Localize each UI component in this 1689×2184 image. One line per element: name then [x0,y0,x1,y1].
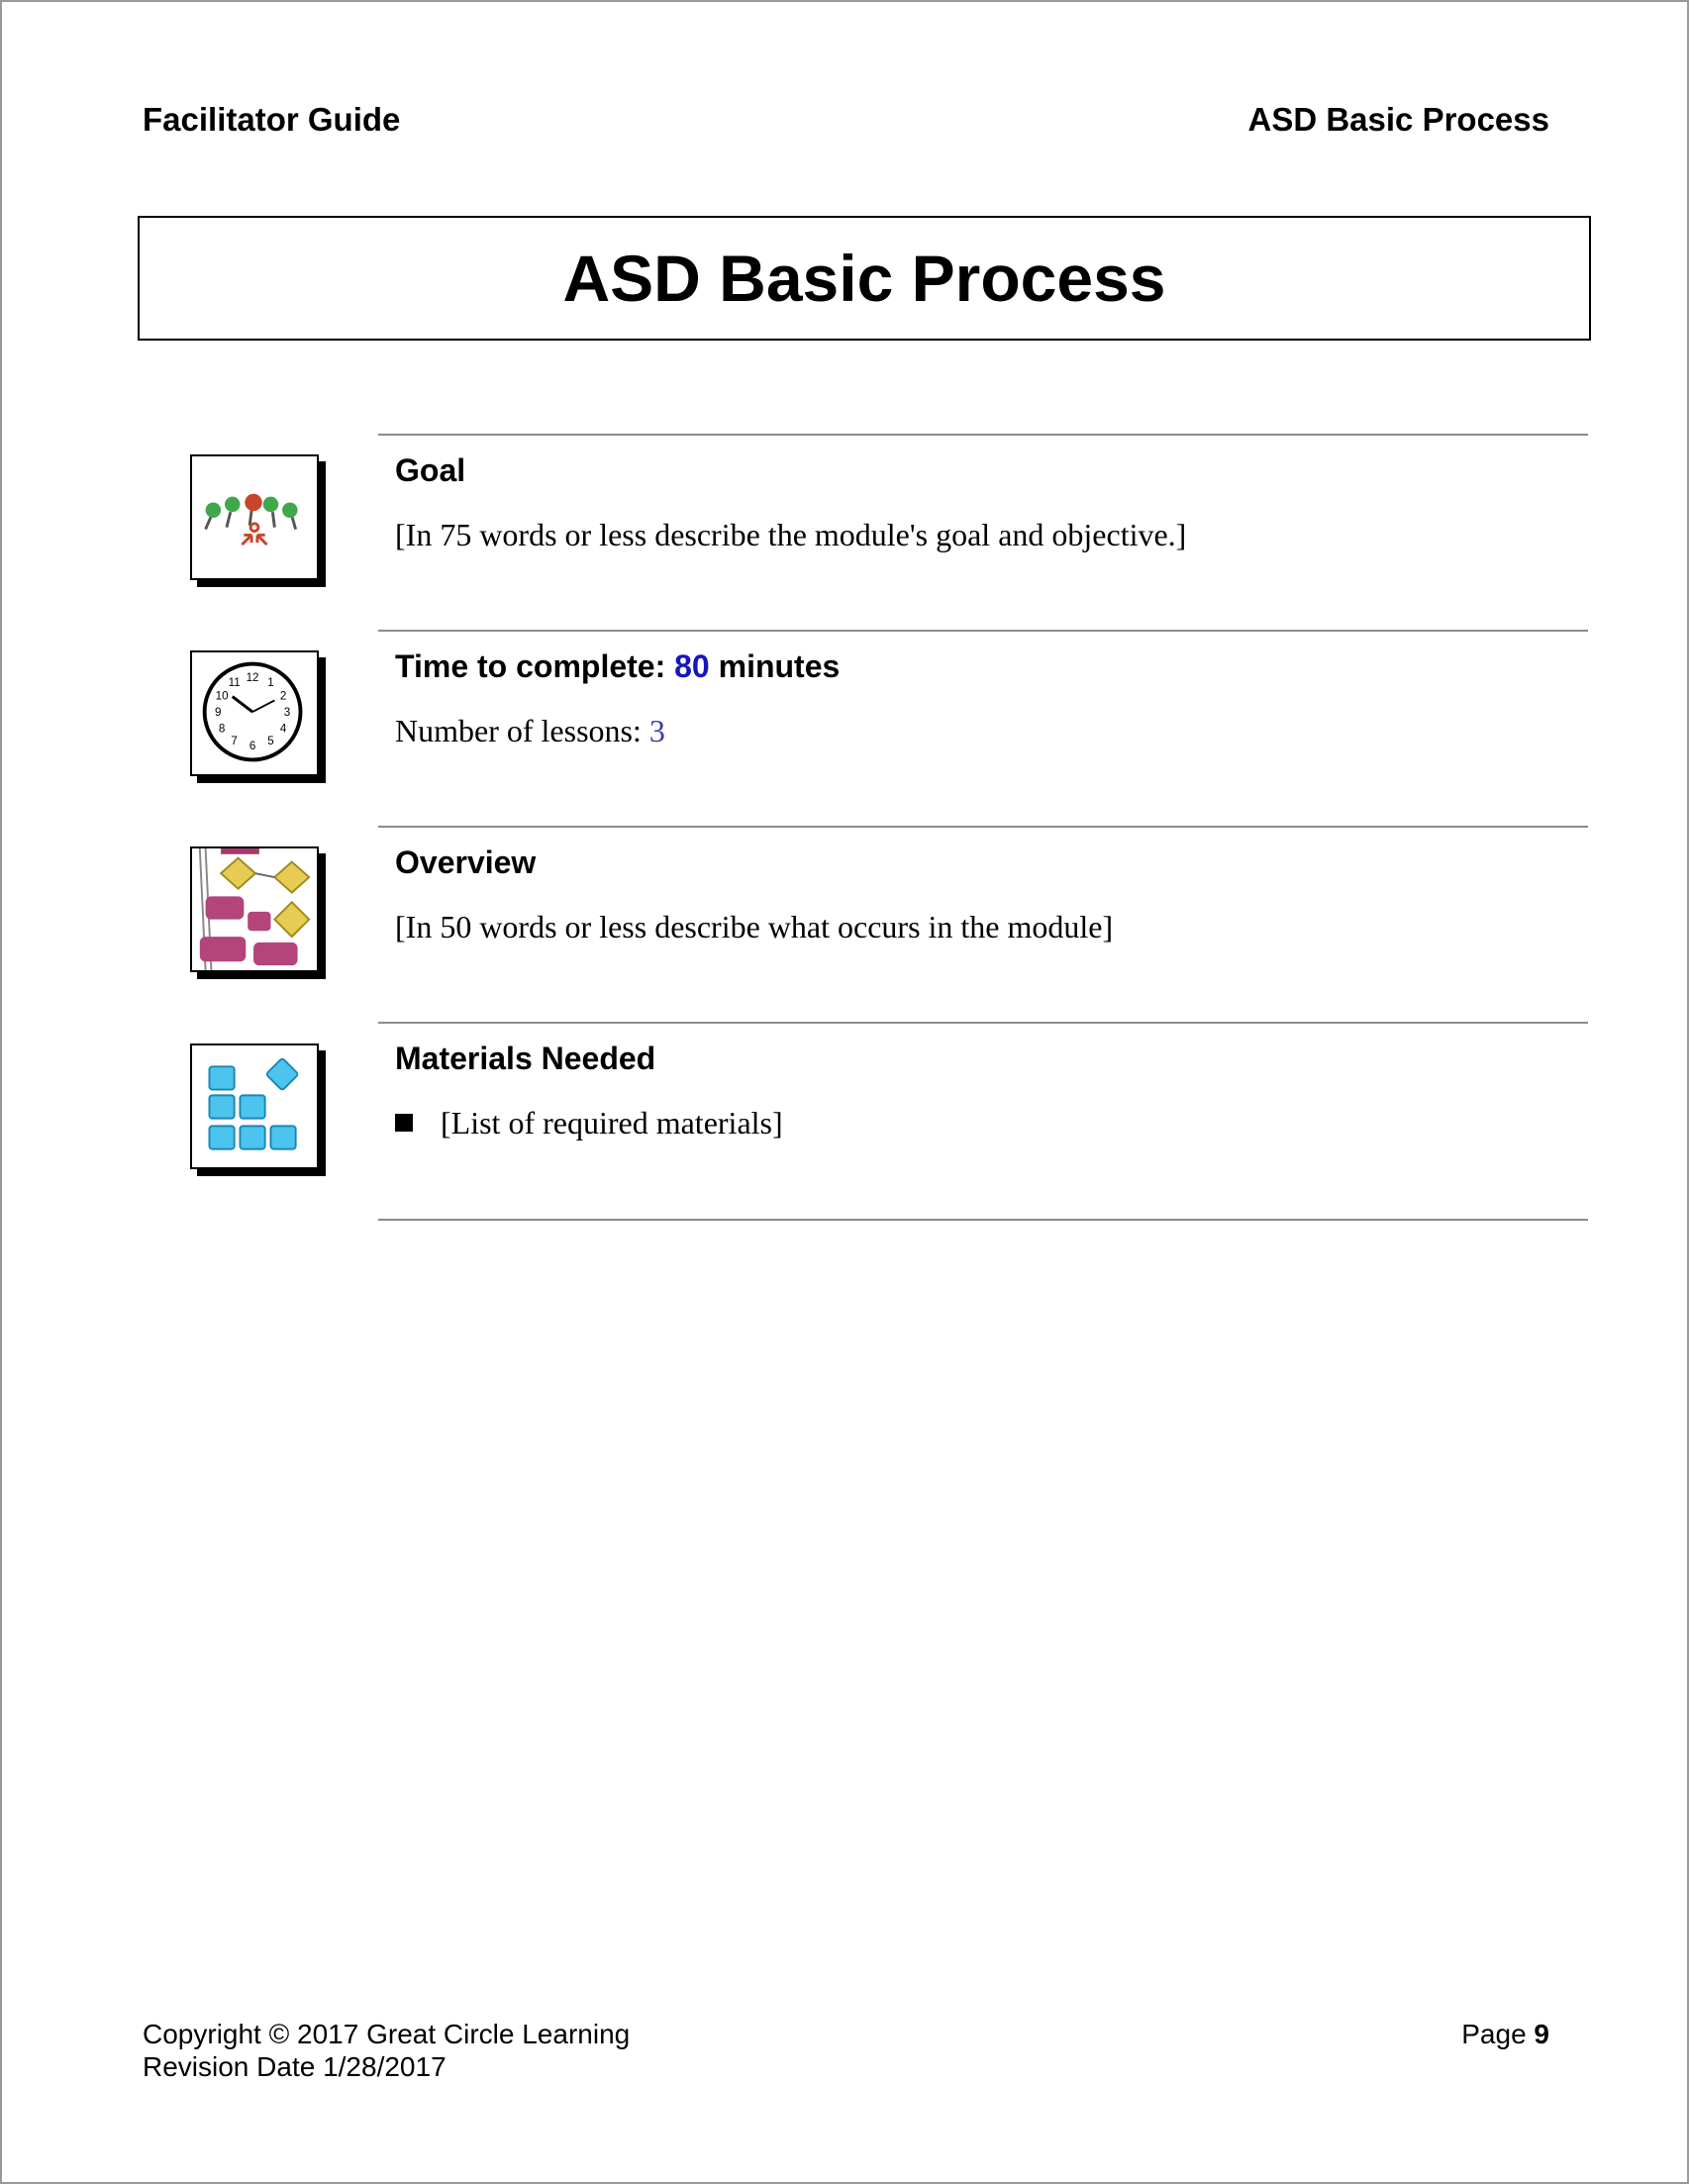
svg-text:5: 5 [267,734,274,747]
svg-text:2: 2 [279,689,287,703]
section-divider [378,826,1588,828]
svg-text:3: 3 [283,705,291,719]
goal-body: [In 75 words or less describe the module's goal and objective.] [395,517,1187,552]
title-box [138,216,1591,341]
revision-date: Revision Date 1/28/2017 [143,2051,447,2082]
svg-text:11: 11 [228,675,241,689]
page-number-value: 9 [1534,2019,1549,2049]
overview-title: Overview [395,844,537,880]
section-divider [378,630,1588,632]
svg-text:4: 4 [279,722,287,736]
time-title-suffix: minutes [709,648,841,684]
svg-text:10: 10 [215,689,229,703]
goal-title: Goal [395,452,466,488]
pushpins-icon [190,454,319,580]
copyright-text: Copyright © 2017 Great Circle Learning [143,2019,631,2049]
lessons-line [395,713,665,749]
svg-text:1: 1 [267,675,274,689]
blocks-icon [190,1043,319,1169]
lessons-count: 3 [648,713,665,748]
footer-left [143,2018,630,2083]
time-minutes: 80 [674,648,710,684]
section-divider [378,1219,1588,1221]
page-label: Page [1461,2019,1535,2049]
svg-text:8: 8 [218,722,226,736]
materials-title: Materials Needed [395,1041,656,1076]
overview-body: [In 50 words or less describe what occurs in the module] [395,909,1114,944]
flowchart-icon [190,846,319,972]
section-divider [378,1022,1588,1024]
lessons-label: Number of lessons: [395,713,649,748]
page-title: ASD Basic Process [562,242,1166,315]
svg-text:7: 7 [231,734,238,747]
time-title-prefix: Time to complete: [395,648,675,684]
page-number [1461,2018,1549,2050]
section-divider [378,434,1588,436]
bullet-square-icon [395,1114,413,1132]
svg-text:9: 9 [214,705,222,719]
materials-item-text: [List of required materials] [441,1105,783,1141]
header-right: ASD Basic Process [1247,101,1549,138]
materials-list-item [395,1105,783,1142]
clock-icon [190,650,319,776]
time-title [395,648,840,685]
svg-text:6: 6 [248,739,256,752]
svg-text:12: 12 [246,671,259,685]
header-left: Facilitator Guide [143,101,401,138]
